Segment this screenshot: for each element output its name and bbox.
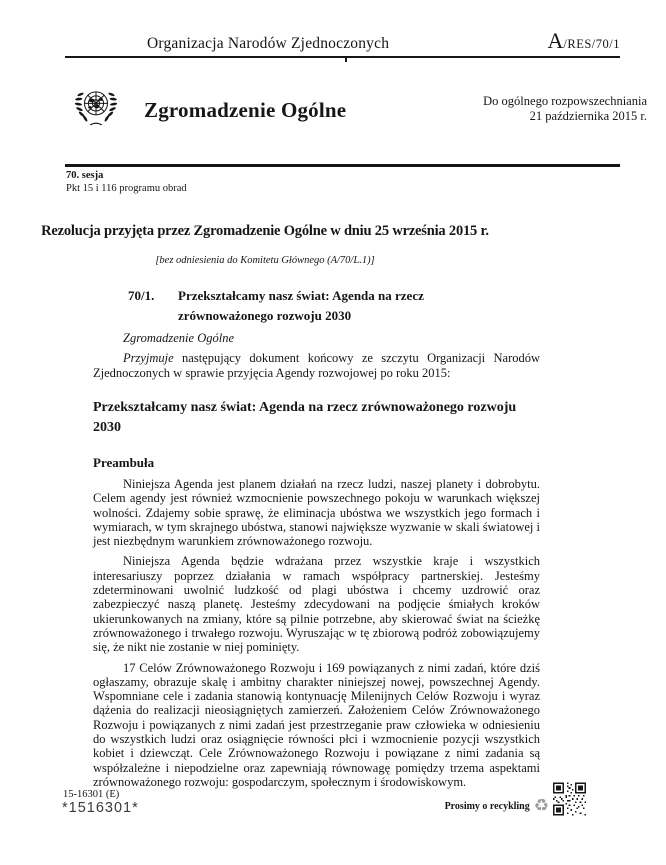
- agenda-item: Pkt 15 i 116 programu obrad: [66, 182, 187, 194]
- session-block: [66, 170, 187, 195]
- preamble-paragraph-2: Niniejsza Agenda będzie wdrażana przez wszystkie kraje i wszystkich interesariuszy poprzez działania w ramach współpracy partnerskiej. Jesteśmy zdeterminowani uwolnić ludzkość od plagi ubóstwa i chcemy uzdrowić oraz zabezpieczyć naszą planetę. Jesteśmy zdecydowani na podjęcie śmiałych kroków ukierunkowanych na zmiany, które są pilnie potrzebne, aby skierować świat na ścieżkę zrównoważonego i trwałego rozwoju. Wyruszając w tę zbiorową podróż zobowiązujemy się, że nikt nie zostanie w niej pominięty.: [93, 554, 540, 655]
- assembly-title: Zgromadzenie Ogólne: [144, 98, 347, 122]
- session-divider: [65, 164, 620, 167]
- recycle-note: Prosimy o recykling: [444, 801, 530, 812]
- document-symbol-prefix: A: [547, 28, 564, 53]
- distribution-block: [483, 94, 647, 123]
- job-number: 15-16301 (E): [63, 789, 120, 800]
- resolution-heading: [128, 286, 508, 325]
- document-symbol: [548, 28, 620, 54]
- masthead-divider: [65, 56, 620, 58]
- masthead-divider-tick: [345, 56, 347, 62]
- resolution-title: Przekształcamy nasz świat: Agenda na rzecz zrównoważonego rozwoju 2030: [178, 288, 424, 323]
- document-symbol-suffix: /RES/70/1: [563, 37, 620, 51]
- committee-reference-note: [bez odniesienia do Komitetu Głównego (A/70/L.1)]: [155, 255, 375, 266]
- resolution-number: 70/1.: [128, 288, 155, 303]
- un-emblem-icon: [73, 85, 119, 129]
- barcode-text: *1516301*: [62, 800, 139, 816]
- resolution-adoption-title: Rezolucja przyjęta przez Zgromadzenie Ogólne w dniu 25 września 2015 r.: [41, 223, 489, 239]
- preamble-paragraph-3: 17 Celów Zrównoważonego Rozwoju i 169 powiązanych z nimi zadań, które dziś ogłaszamy, obrazuje skalę i ambitny charakter niniejszej nowej, powszechnej Agendy. Wspomniane cele i zadania stanowią kontynuację Milenijnych Celów Rozwoju i wyraz dążenia do realizacji nieosiągniętych zamierzeń. Założeniem Celów Zrównoważonego Rozwoju i powiązanych z nimi zadań jest przestrzeganie praw człowieka w odniesieniu do wszystkich ludzi oraz osiągnięcie równości płci i wzmocnienie pozycji wszystkich kobiet i dziewcząt. Cele Zrównoważonego Rozwoju i powiązane z nimi zadania są współzależne i niepodzielne oraz zapewniają równowagę pomiędzy trzema aspektami zrównoważonego rozwoju: gospodarczym, społecznym i środowiskowym.: [93, 660, 540, 789]
- recycle-icon: ♻: [533, 796, 549, 816]
- outcome-document-title: Przekształcamy nasz świat: Agenda na rzecz zrównoważonego rozwoju 2030: [93, 400, 517, 435]
- document-body: [93, 331, 540, 789]
- organization-name: Organizacja Narodów Zjednoczonych: [147, 35, 390, 52]
- distribution-line: Do ogólnego rozpowszechniania: [483, 94, 647, 108]
- footer-right-block: [445, 781, 586, 817]
- acting-body-label: Zgromadzenie Ogólne: [123, 331, 234, 345]
- adoption-text: następujący dokument końcowy ze szczytu Organizacji Narodów Zjednoczonych w sprawie przyjęcia Agendy rozwojowej po roku 2015:: [93, 351, 541, 380]
- preamble-paragraph-1: Niniejsza Agenda jest planem działań na rzecz ludzi, naszej planety i dobrobytu. Celem agendy jest również wzmocnienie powszechnego pokoju w warunkach większej wolności. Zdajemy sobie sprawę, że eliminacja ubóstwa we wszystkich jego formach i wymiarach, w tym skrajnego ubóstwa, stanowi największe wyzwanie w skali światowej i jest niezbędnym warunkiem zrównoważonego rozwoju.: [93, 477, 540, 549]
- distribution-date: 21 października 2015 r.: [529, 108, 647, 123]
- qr-code-icon: [553, 781, 586, 817]
- adoption-paragraph: [93, 351, 540, 381]
- adoption-lead-word: Przyjmuje: [123, 351, 174, 365]
- preamble-heading: Preambuła: [93, 455, 155, 470]
- session-number: 70. sesja: [66, 170, 104, 181]
